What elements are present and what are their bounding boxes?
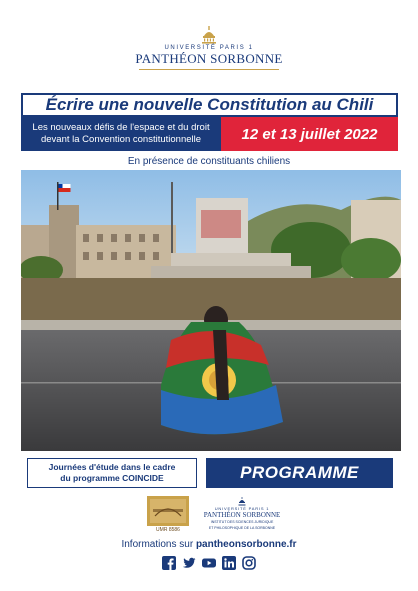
programme-button[interactable]: PROGRAMME: [206, 458, 393, 488]
event-dates: 12 et 13 juillet 2022: [221, 117, 398, 151]
subtitle-line-2: devant la Convention constitutionnelle: [40, 134, 202, 145]
subtitle-line-1: Les nouveaux défis de l'espace et du droit: [32, 122, 210, 133]
partner-uni-line: UNIVERSITÉ PARIS 1: [214, 506, 270, 511]
pantheon-dome-small-icon: [238, 497, 246, 506]
social-icons: [0, 556, 418, 570]
info-line: [0, 539, 418, 550]
study-line-1: Journées d'étude dans le cadre: [48, 462, 176, 472]
partner-sub-1: INSTITUT DES SCIENCES JURIDIQUE: [210, 520, 274, 524]
linkedin-icon[interactable]: [222, 556, 236, 570]
umr-label: UMR 8586: [156, 527, 180, 533]
university-line: UNIVERSITÉ PARIS 1: [164, 45, 254, 51]
event-subtitle: [21, 117, 221, 151]
instagram-icon[interactable]: [242, 556, 256, 570]
info-prefix: Informations sur: [121, 539, 196, 550]
facebook-icon[interactable]: [162, 556, 176, 570]
event-title: Écrire une nouvelle Constitution au Chili: [21, 93, 398, 117]
presence-note: En présence de constituants chiliens: [127, 156, 291, 167]
website-link[interactable]: pantheonsorbonne.fr: [195, 539, 297, 550]
university-name: PANTHÉON SORBONNE: [135, 51, 283, 66]
event-photo: [21, 170, 401, 451]
partner-sub-2: ET PHILOSOPHIQUE DE LA SORBONNE: [208, 525, 276, 530]
study-line-2: du programme COINCIDE: [60, 473, 164, 483]
partner-logo-isjps: [200, 497, 284, 530]
logo-underline: [139, 69, 279, 70]
study-program-box: [27, 458, 197, 488]
pantheon-sorbonne-logo: [0, 26, 418, 70]
youtube-icon[interactable]: [202, 556, 216, 570]
partner-name: PANTHÉON SORBONNE: [203, 511, 281, 519]
pantheon-dome-icon: [201, 26, 217, 44]
twitter-icon[interactable]: [182, 556, 196, 570]
